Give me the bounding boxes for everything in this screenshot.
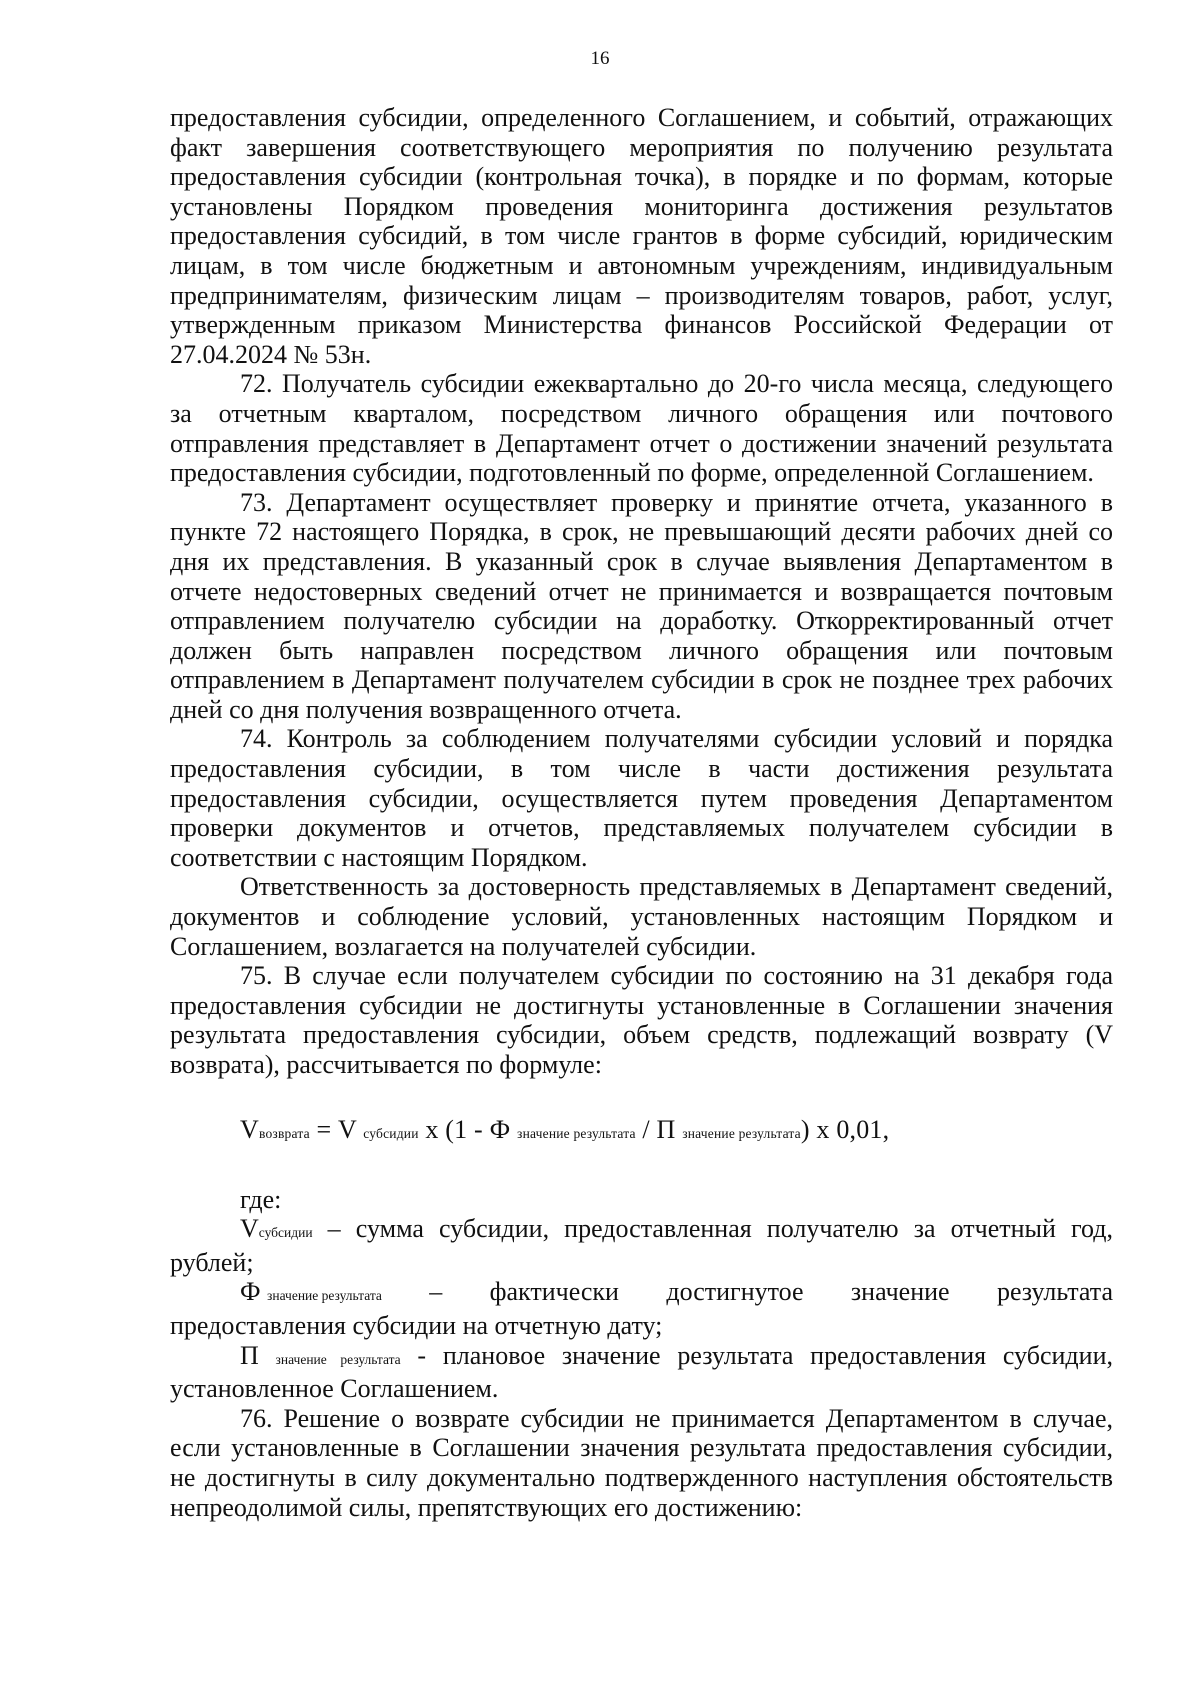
paragraph-72: 72. Получатель субсидии ежеквартально до 20-го числа месяца, следующего за отчетным кварталом, посредством личного обращения или почтового отправления представляет в Департамент отчет о достижении значений результата предоставления субсидии, подготовленный по форме, определенной Соглашением.: [170, 369, 1113, 488]
formula-multiply-open: x (1 -: [418, 1114, 490, 1144]
formula-phi: Ф: [489, 1114, 511, 1144]
paragraph-74-responsibility: Ответственность за достоверность представляемых в Департамент сведений, документов и соблюдение условий, установленных настоящим Порядком и Соглашением, возлагается на получателей субсидии.: [170, 872, 1113, 961]
definitions-where: где:: [240, 1184, 282, 1214]
definition-phi-first-line: [240, 1277, 1113, 1311]
definition-v-subscript: субсидии: [258, 1225, 313, 1241]
document-body: [170, 103, 1113, 1522]
definition-phi-symbol: Ф: [240, 1277, 261, 1307]
refund-formula: [240, 1115, 1113, 1149]
paragraph-73: 73. Департамент осуществляет проверку и принятие отчета, указанного в пункте 72 настоящего Порядка, в срок, не превышающий десяти рабочих дней со дня их представления. В указанный срок в случае выявления Департаментом в отчете недостоверных сведений отчет не принимается и возвращается почтовым отправлением получателю субсидии на доработку. Откорректированный отчет должен быть направлен посредством личного обращения или почтовым отправлением в Департамент получателем субсидии в срок не позднее трех рабочих дней со дня получения возвращенного отчета.: [170, 487, 1113, 724]
definition-phi-subscript: значение результата: [267, 1288, 382, 1304]
formula-subsidy-subscript: субсидии: [363, 1125, 419, 1141]
formula-p-subscript: значение результата: [682, 1125, 801, 1141]
definition-phi-word: фактически: [489, 1277, 619, 1307]
formula-phi-subscript: значение результата: [517, 1125, 636, 1141]
definition-v-symbol: V: [240, 1214, 259, 1244]
definition-p-planned: [170, 1341, 1113, 1404]
definition-v-subsidy: [170, 1214, 1113, 1277]
formula-equals: = V: [309, 1114, 364, 1144]
page-number: 16: [590, 48, 610, 69]
definition-phi-word: достигнутое: [666, 1277, 804, 1307]
definition-p-text: - плановое значение результата предоставления субсидии, установленное Соглашением.: [170, 1340, 1113, 1404]
formula-tail: ) x 0,01,: [800, 1114, 890, 1144]
definition-phi-word: результата: [996, 1277, 1113, 1307]
definition-v-text: – сумма субсидии, предоставленная получателю за отчетный год, рублей;: [170, 1214, 1113, 1277]
formula-v: V: [240, 1114, 259, 1144]
definition-phi-word: –: [429, 1277, 443, 1307]
definition-phi-continuation: предоставления субсидии на отчетную дату;: [170, 1310, 663, 1340]
paragraph-74: 74. Контроль за соблюдением получателями субсидии условий и порядка предоставления субсидии, в том числе в части достижения результата предоставления субсидии, осуществляется путем проведения Департаментом проверки документов и отчетов, представляемых получателем субсидии в соответствии с настоящим Порядком.: [170, 724, 1113, 872]
paragraph-75: 75. В случае если получателем субсидии по состоянию на 31 декабря года предоставления субсидии не достигнуты установленные в Соглашении значения результата предоставления субсидии, объем средств, подлежащий возврату (V возврата), рассчитывается по формуле:: [170, 961, 1113, 1079]
definition-p-symbol: П: [240, 1340, 259, 1370]
definition-phi-word: значение: [850, 1277, 950, 1307]
formula-slash: / П: [635, 1114, 683, 1144]
definition-phi: [170, 1277, 1113, 1311]
definition-p-subscript: значение результата: [275, 1351, 401, 1367]
definition-phi-label: [240, 1277, 382, 1311]
paragraph-continuation: предоставления субсидии, определенного Соглашением, и событий, отражающих факт завершения соответствующего мероприятия по получению результата предоставления субсидии (контрольная точка), в порядке и по формам, которые установлены Порядком проведения мониторинга достижения результатов предоставления субсидий, в том числе грантов в форме субсидий, юридическим лицам, в том числе бюджетным и автономным учреждениям, индивидуальным предпринимателям, физическим лицам – производителям товаров, работ, услуг, утвержденным приказом Министерства финансов Российской Федерации от 27.04.2024 № 53н.: [170, 103, 1113, 369]
formula-v-subscript: возврата: [258, 1125, 310, 1141]
paragraph-76: 76. Решение о возврате субсидии не принимается Департаментом в случае, если установленные в Соглашении значения результата предоставления субсидии, не достигнуты в силу документально подтвержденного наступления обстоятельств непреодолимой силы, препятствующих его достижению:: [170, 1403, 1113, 1522]
